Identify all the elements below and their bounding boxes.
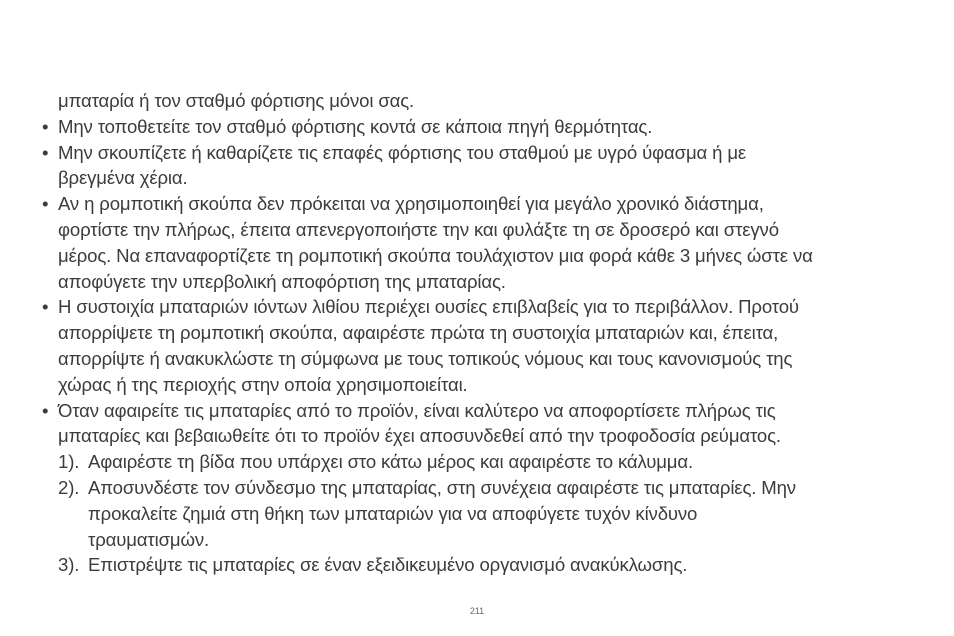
bullet-item: • Αν η ρομποτική σκούπα δεν πρόκειται να χρησιμοποιηθεί για μεγάλο χρονικό διάστημα, xyxy=(42,191,912,217)
step-number: 1). xyxy=(58,451,80,473)
text-line: μπαταρίες και βεβαιωθείτε ότι το προϊόν έχει αποσυνδεθεί από την τροφοδοσία ρεύματος. xyxy=(58,425,781,447)
text-line: μπαταρία ή τον σταθμό φόρτισης μόνοι σας. xyxy=(58,90,415,111)
numbered-step: 3). Επιστρέψτε τις μπαταρίες σε έναν εξειδικευμένο οργανισμό ανακύκλωσης. xyxy=(42,552,912,578)
text-line: βρεγμένα χέρια. xyxy=(58,167,188,189)
numbered-step: 1). Αφαιρέστε τη βίδα που υπάρχει στο κάτω μέρος και αφαιρέστε το κάλυμμα. xyxy=(42,449,912,475)
bullet-item: • Όταν αφαιρείτε τις μπαταρίες από το προϊόν, είναι καλύτερο να αποφορτίσετε πλήρως τις xyxy=(42,398,912,424)
text-line: αποφύγετε την υπερβολική αποφόρτιση της μπαταρίας. xyxy=(58,270,506,292)
bullet-icon: • xyxy=(42,399,49,421)
bullet-icon: • xyxy=(42,193,49,215)
bullet-item: • Μην σκουπίζετε ή καθαρίζετε τις επαφές φόρτισης του σταθμού με υγρό ύφασμα ή με xyxy=(42,140,912,166)
text-line: απορρίψετε τη ρομποτική σκούπα, αφαιρέστε πρώτα τη συστοιχία μπαταριών και, έπειτα, xyxy=(58,322,779,344)
bullet-icon: • xyxy=(42,141,49,163)
bullet-icon: • xyxy=(42,296,49,318)
instructions-text xyxy=(42,88,912,578)
bullet-item: • Η συστοιχία μπαταριών ιόντων λιθίου περιέχει ουσίες επιβλαβείς για το περιβάλλον. Προτού xyxy=(42,294,912,320)
step-number: 3). xyxy=(58,554,80,576)
bullet-item: • Μην τοποθετείτε τον σταθμό φόρτισης κοντά σε κάποια πηγή θερμότητας. xyxy=(42,114,912,140)
page-number: 211 xyxy=(469,606,485,616)
text-line: τραυματισμών. xyxy=(88,528,209,550)
text-line: μέρος. Να επαναφορτίζετε τη ρομποτική σκούπα τουλάχιστον μια φορά κάθε 3 μήνες ώστε να xyxy=(58,244,813,266)
text-line: φορτίστε την πλήρως, έπειτα απενεργοποιήστε την και φυλάξτε τη σε δροσερό και στεγνό xyxy=(58,218,779,240)
text-line: απορρίψτε ή ανακυκλώστε τη σύμφωνα με τους τοπικούς νόμους και τους κανονισμούς της xyxy=(58,347,793,369)
step-number: 2). xyxy=(58,476,80,498)
bullet-icon: • xyxy=(42,115,49,137)
text-line: προκαλείτε ζημιά στη θήκη των μπαταριών για να αποφύγετε τυχόν κίνδυνο xyxy=(88,502,698,524)
numbered-step: 2). Αποσυνδέστε τον σύνδεσμο της μπαταρίας, στη συνέχεια αφαιρέστε τις μπαταρίες. Μην xyxy=(42,475,912,501)
text-line: χώρας ή της περιοχής στην οποία χρησιμοποιείται. xyxy=(58,373,468,395)
